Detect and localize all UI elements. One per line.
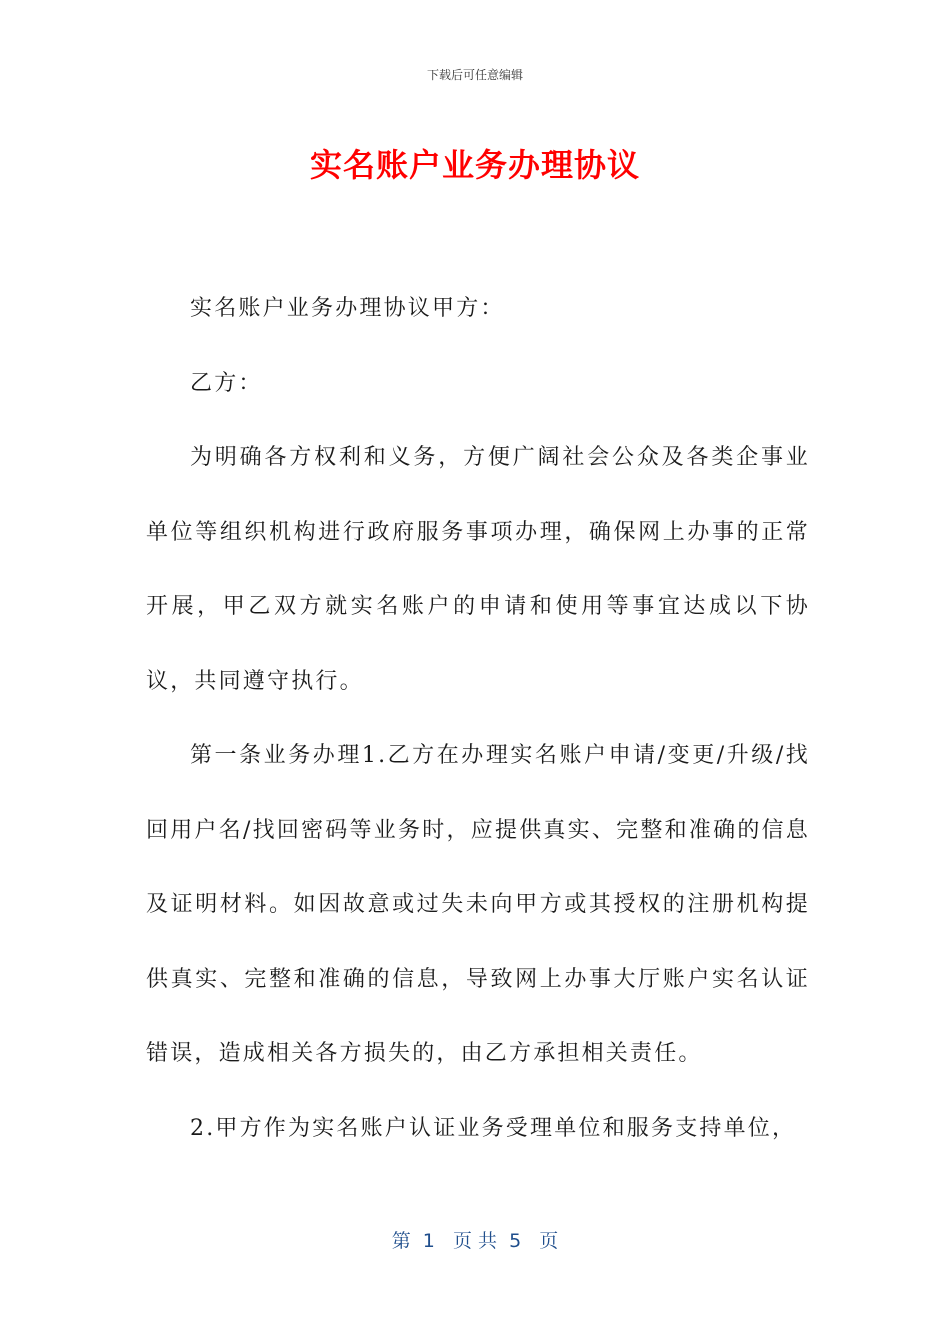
paragraph-article-1-item-2: 2.甲方作为实名账户认证业务受理单位和服务支持单位， [190, 1115, 797, 1141]
paragraph-preamble: 为明确各方权利和义务，方便广阔社会公众及各类企事业单位等组织机构进行政府服务事项办理，确保网上办事的正常开展，甲乙双方就实名账户的申请和使用等事宜达成以下协议，共同遵守执行。 [146, 445, 810, 694]
page-footer: 第 1 页 共 5 页 [391, 1230, 559, 1252]
document-title: 实名账户业务办理协议 [309, 146, 640, 184]
document-body [146, 272, 810, 1166]
header-note: 下载后可任意编辑 [426, 68, 523, 82]
paragraph-party-a: 实名账户业务办理协议甲方： [190, 296, 505, 321]
paragraph-article-1: 第一条业务办理1.乙方在办理实名账户申请/变更/升级/找回用户名/找回密码等业务时，应提供真实、完整和准确的信息及证明材料。如因故意或过失未向甲方或其授权的注册机构提供真实、完整和准确的信息，导致网上办事大厅账户实名认证错误，造成相关各方损失的，由乙方承担相关责任。 [146, 743, 810, 1066]
paragraph-party-b: 乙方： [190, 370, 263, 396]
